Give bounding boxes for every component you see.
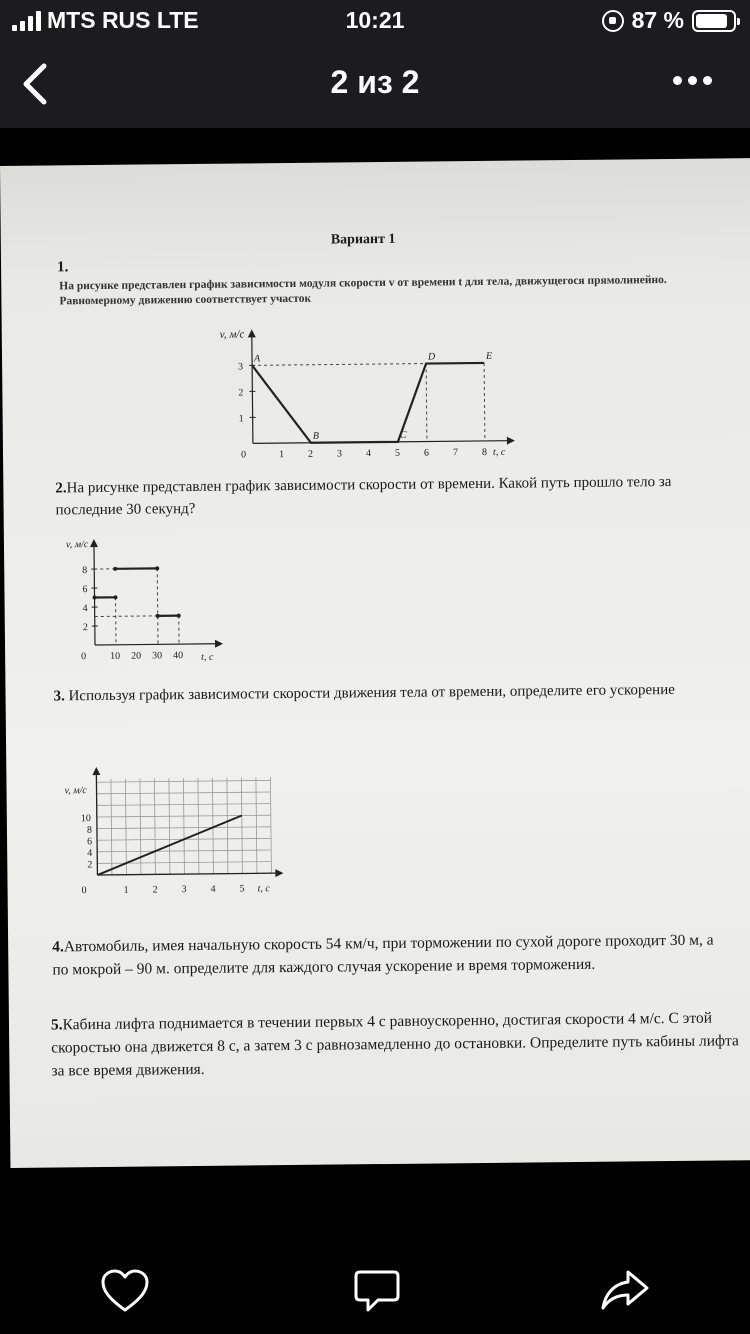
question-5-number: 5. <box>50 1016 63 1034</box>
comment-button[interactable] <box>352 1268 402 1314</box>
q3-y-tick-label: 2 <box>87 859 93 871</box>
q1-guide-line <box>426 364 427 442</box>
status-bar <box>0 0 750 40</box>
q2-x-tick-label: 40 <box>173 650 184 662</box>
question-2-graph <box>64 534 235 666</box>
q2-segment-point <box>114 595 118 599</box>
question-3-body: Используя график зависимости скорости движения тела от времени, определите его ускорение <box>68 681 675 705</box>
q1-y-tick-label: 3 <box>238 361 244 373</box>
q2-segment-point <box>156 614 160 618</box>
question-2-body: На рисунке представлен график зависимости скорости от времени. Какой путь прошло тело за последние 30 секунд? <box>55 473 672 519</box>
q2-x-tick-label: 0 <box>81 651 87 663</box>
q3-y-tick-label: 4 <box>87 847 93 859</box>
q2-x-tick-label: 10 <box>110 650 121 662</box>
q2-guide-line <box>157 568 158 644</box>
q1-x-tick-label: 7 <box>452 447 459 459</box>
battery-percent: 87 % <box>631 7 684 33</box>
question-4-number: 4. <box>52 938 64 956</box>
bottom-toolbar <box>0 1168 750 1334</box>
q3-x-tick-label: 3 <box>181 884 187 896</box>
q1-x-tick-label: 0 <box>240 449 247 461</box>
document-viewer[interactable] <box>0 128 750 1168</box>
q3-x-tick-label: 4 <box>210 883 216 895</box>
question-3-graph <box>60 763 291 905</box>
q1-x-tick-label: 5 <box>394 447 401 459</box>
q1-y-axis-label: v, м/с <box>219 328 245 341</box>
ellipsis-icon <box>673 76 682 85</box>
q2-x-axis-label: t, c <box>201 651 214 663</box>
question-3-number: 3. <box>53 688 65 705</box>
q3-y-tick-label: 8 <box>86 824 93 836</box>
carrier-label: MTS RUS LTE <box>47 7 199 33</box>
question-5-text <box>51 1006 742 1082</box>
q1-point-label: C <box>399 429 407 441</box>
q2-x-tick-label: 20 <box>131 650 142 662</box>
question-3-text <box>53 679 713 708</box>
q1-x-tick-label: 1 <box>278 449 285 461</box>
battery-icon <box>692 10 736 32</box>
q3-y-axis-label: v, м/с <box>64 785 87 797</box>
q1-point-label: B <box>312 430 320 442</box>
page-counter-title: 2 из 2 <box>330 64 420 100</box>
q1-y-tick-label: 2 <box>238 387 244 399</box>
q3-x-tick-label: 0 <box>81 885 87 897</box>
q1-point-label: A <box>253 353 261 365</box>
q2-y-tick-label: 8 <box>82 565 88 577</box>
question-5-body: Кабина лифта поднимается в течении первых 4 с равноускоренно, достигая скорости 4 м/с. С этой скоростью она движется 8 с, а затем 3 с равнозамедленно до остановки. Определите путь кабины лифта за все время движения. <box>51 1009 739 1080</box>
q2-segment-point <box>177 614 181 618</box>
question-4-body: Автомобиль, имея начальную скорость 54 км/ч, при торможении по сухой дороге проходит 30 м, а по мокрой – 90 м. определите для каждого случая ускорение и время торможения. <box>52 931 714 979</box>
variant-heading: Вариант 1 <box>330 231 396 248</box>
q1-velocity-line <box>252 363 485 443</box>
orientation-lock-icon <box>602 10 624 32</box>
q2-guide-line <box>95 616 158 617</box>
q1-y-tick-label: 1 <box>238 413 244 425</box>
q3-x-tick-label: 5 <box>239 883 245 895</box>
q3-x-tick-label: 2 <box>152 884 158 896</box>
like-button[interactable] <box>100 1268 150 1314</box>
q1-x-tick-label: 2 <box>307 448 314 460</box>
q1-point-label: E <box>485 350 493 362</box>
more-button[interactable] <box>673 70 712 91</box>
q1-x-axis-label: t, c <box>492 446 506 458</box>
q1-y-axis <box>252 335 253 443</box>
document-page <box>0 158 750 1168</box>
battery-area <box>602 7 736 34</box>
q1-x-tick-label: 3 <box>336 448 343 460</box>
question-1-number: 1. <box>56 259 69 276</box>
q3-x-tick-label: 1 <box>123 884 129 896</box>
q3-x-axis-label: t, c <box>257 883 270 895</box>
heart-icon <box>100 1268 150 1314</box>
q1-guide-line <box>484 363 485 441</box>
q3-y-tick-label: 10 <box>80 813 91 825</box>
q2-segment-point <box>155 566 159 570</box>
q2-x-tick-label: 30 <box>152 650 163 662</box>
q2-segment-point <box>113 567 117 571</box>
question-1-graph <box>216 321 527 464</box>
battery-level <box>696 14 727 28</box>
q2-y-tick-label: 2 <box>82 622 88 634</box>
q1-x-tick-label: 8 <box>481 446 488 458</box>
comment-icon <box>352 1268 402 1314</box>
share-icon <box>600 1268 650 1314</box>
q2-y-axis-label: v, м/с <box>65 539 89 551</box>
share-button[interactable] <box>600 1268 650 1314</box>
question-2-number: 2. <box>55 480 67 497</box>
q1-point-label: D <box>427 351 436 363</box>
q1-x-tick-label: 6 <box>423 447 430 459</box>
q3-y-tick-label: 6 <box>87 836 93 848</box>
q2-y-tick-label: 6 <box>82 584 88 596</box>
q2-segment-point <box>93 596 97 600</box>
question-2-text <box>55 471 695 522</box>
question-4-text <box>52 928 732 981</box>
status-time: 10:21 <box>345 7 405 33</box>
nav-bar <box>0 40 750 128</box>
q1-x-tick-label: 4 <box>365 448 372 460</box>
question-1-text: На рисунке представлен график зависимости модуля скорости v от времени t для тела, движущегося прямолинейно. Равномерному движению соответствует участок <box>59 274 667 308</box>
q2-y-tick-label: 4 <box>82 603 88 615</box>
